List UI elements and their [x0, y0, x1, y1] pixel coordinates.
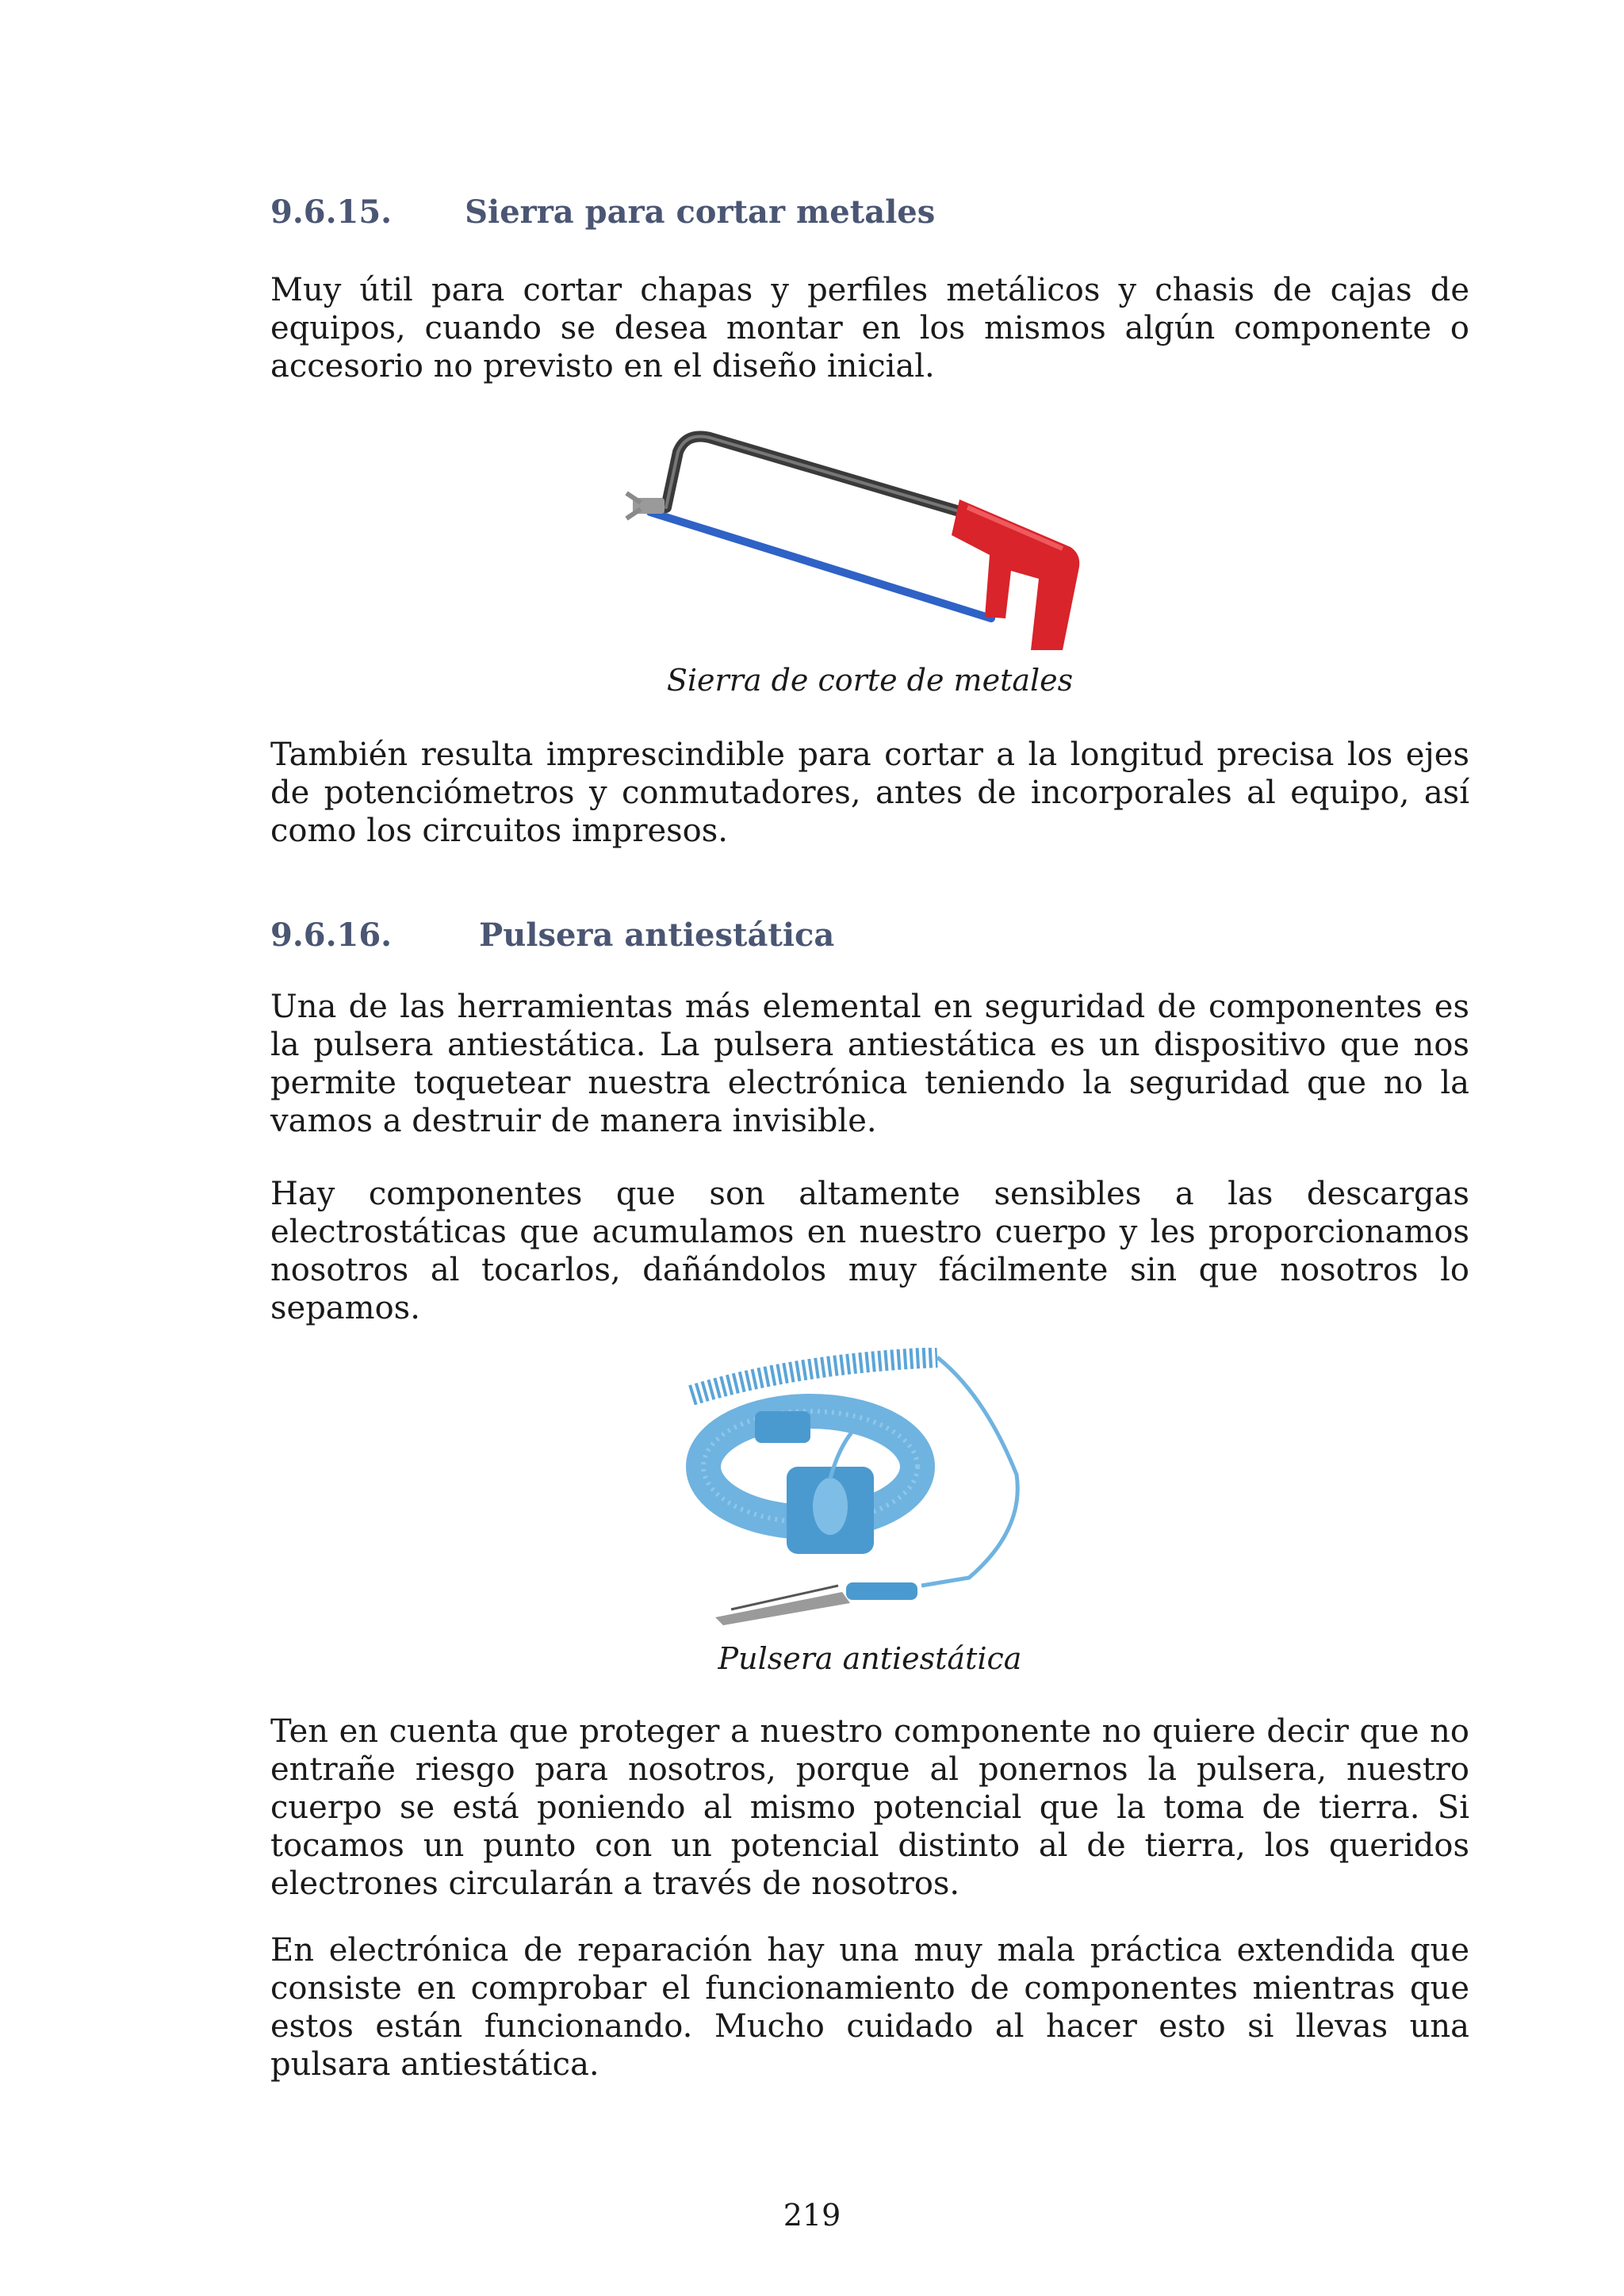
- page-number: 219: [783, 2198, 841, 2233]
- hacksaw-image: [619, 420, 1110, 658]
- paragraph: También resulta imprescindible para cortar a la longitud precisa los ejes de potenciómetros y conmutadores, antes de incorporales al equipo, así como los circuitos impresos.: [270, 737, 1469, 849]
- paragraph: Ten en cuenta que proteger a nuestro componente no quiere decir que no entrañe riesgo para nosotros, porque al ponernos la pulsera, nuestro cuerpo se está poniendo al mismo potencial que la toma de tierra. Si tocamos un punto con un potencial distinto al de tierra, los queridos electrones circularán a través de nosotros.: [270, 1713, 1469, 1902]
- figure-caption: Pulsera antiestática: [718, 1641, 1022, 1676]
- section-heading-9-6-15: [270, 193, 935, 231]
- paragraph: Una de las herramientas más elemental en seguridad de componentes es la pulsera antiestática. La pulsera antiestática es un dispositivo que nos permite toquetear nuestra electrónica teniendo la seguridad que no la vamos a destruir de manera invisible.: [270, 989, 1469, 1139]
- section-number: 9.6.15.: [270, 193, 393, 231]
- antistatic-wrist-strap-image: [684, 1348, 1064, 1633]
- figure-caption: Sierra de corte de metales: [666, 663, 1074, 698]
- section-heading-9-6-16: [270, 916, 834, 954]
- section-title: Sierra para cortar metales: [465, 193, 936, 231]
- paragraph: Muy útil para cortar chapas y perfiles metálicos y chasis de cajas de equipos, cuando se desea montar en los mismos algún componente o accesorio no previsto en el diseño inicial.: [270, 272, 1469, 385]
- paragraph: En electrónica de reparación hay una muy mala práctica extendida que consiste en comprobar el funcionamiento de componentes mientras que estos están funcionando. Mucho cuidado al hacer esto si llevas una pulsara antiestática.: [270, 1932, 1469, 2083]
- section-number: 9.6.16.: [270, 916, 393, 954]
- paragraph: Hay componentes que son altamente sensibles a las descargas electrostáticas que acumulamos en nuestro cuerpo y les proporcionamos nosotros al tocarlos, dañándolos muy fácilmente sin que nosotros lo sepamos.: [270, 1176, 1469, 1326]
- section-title: Pulsera antiestática: [479, 916, 835, 954]
